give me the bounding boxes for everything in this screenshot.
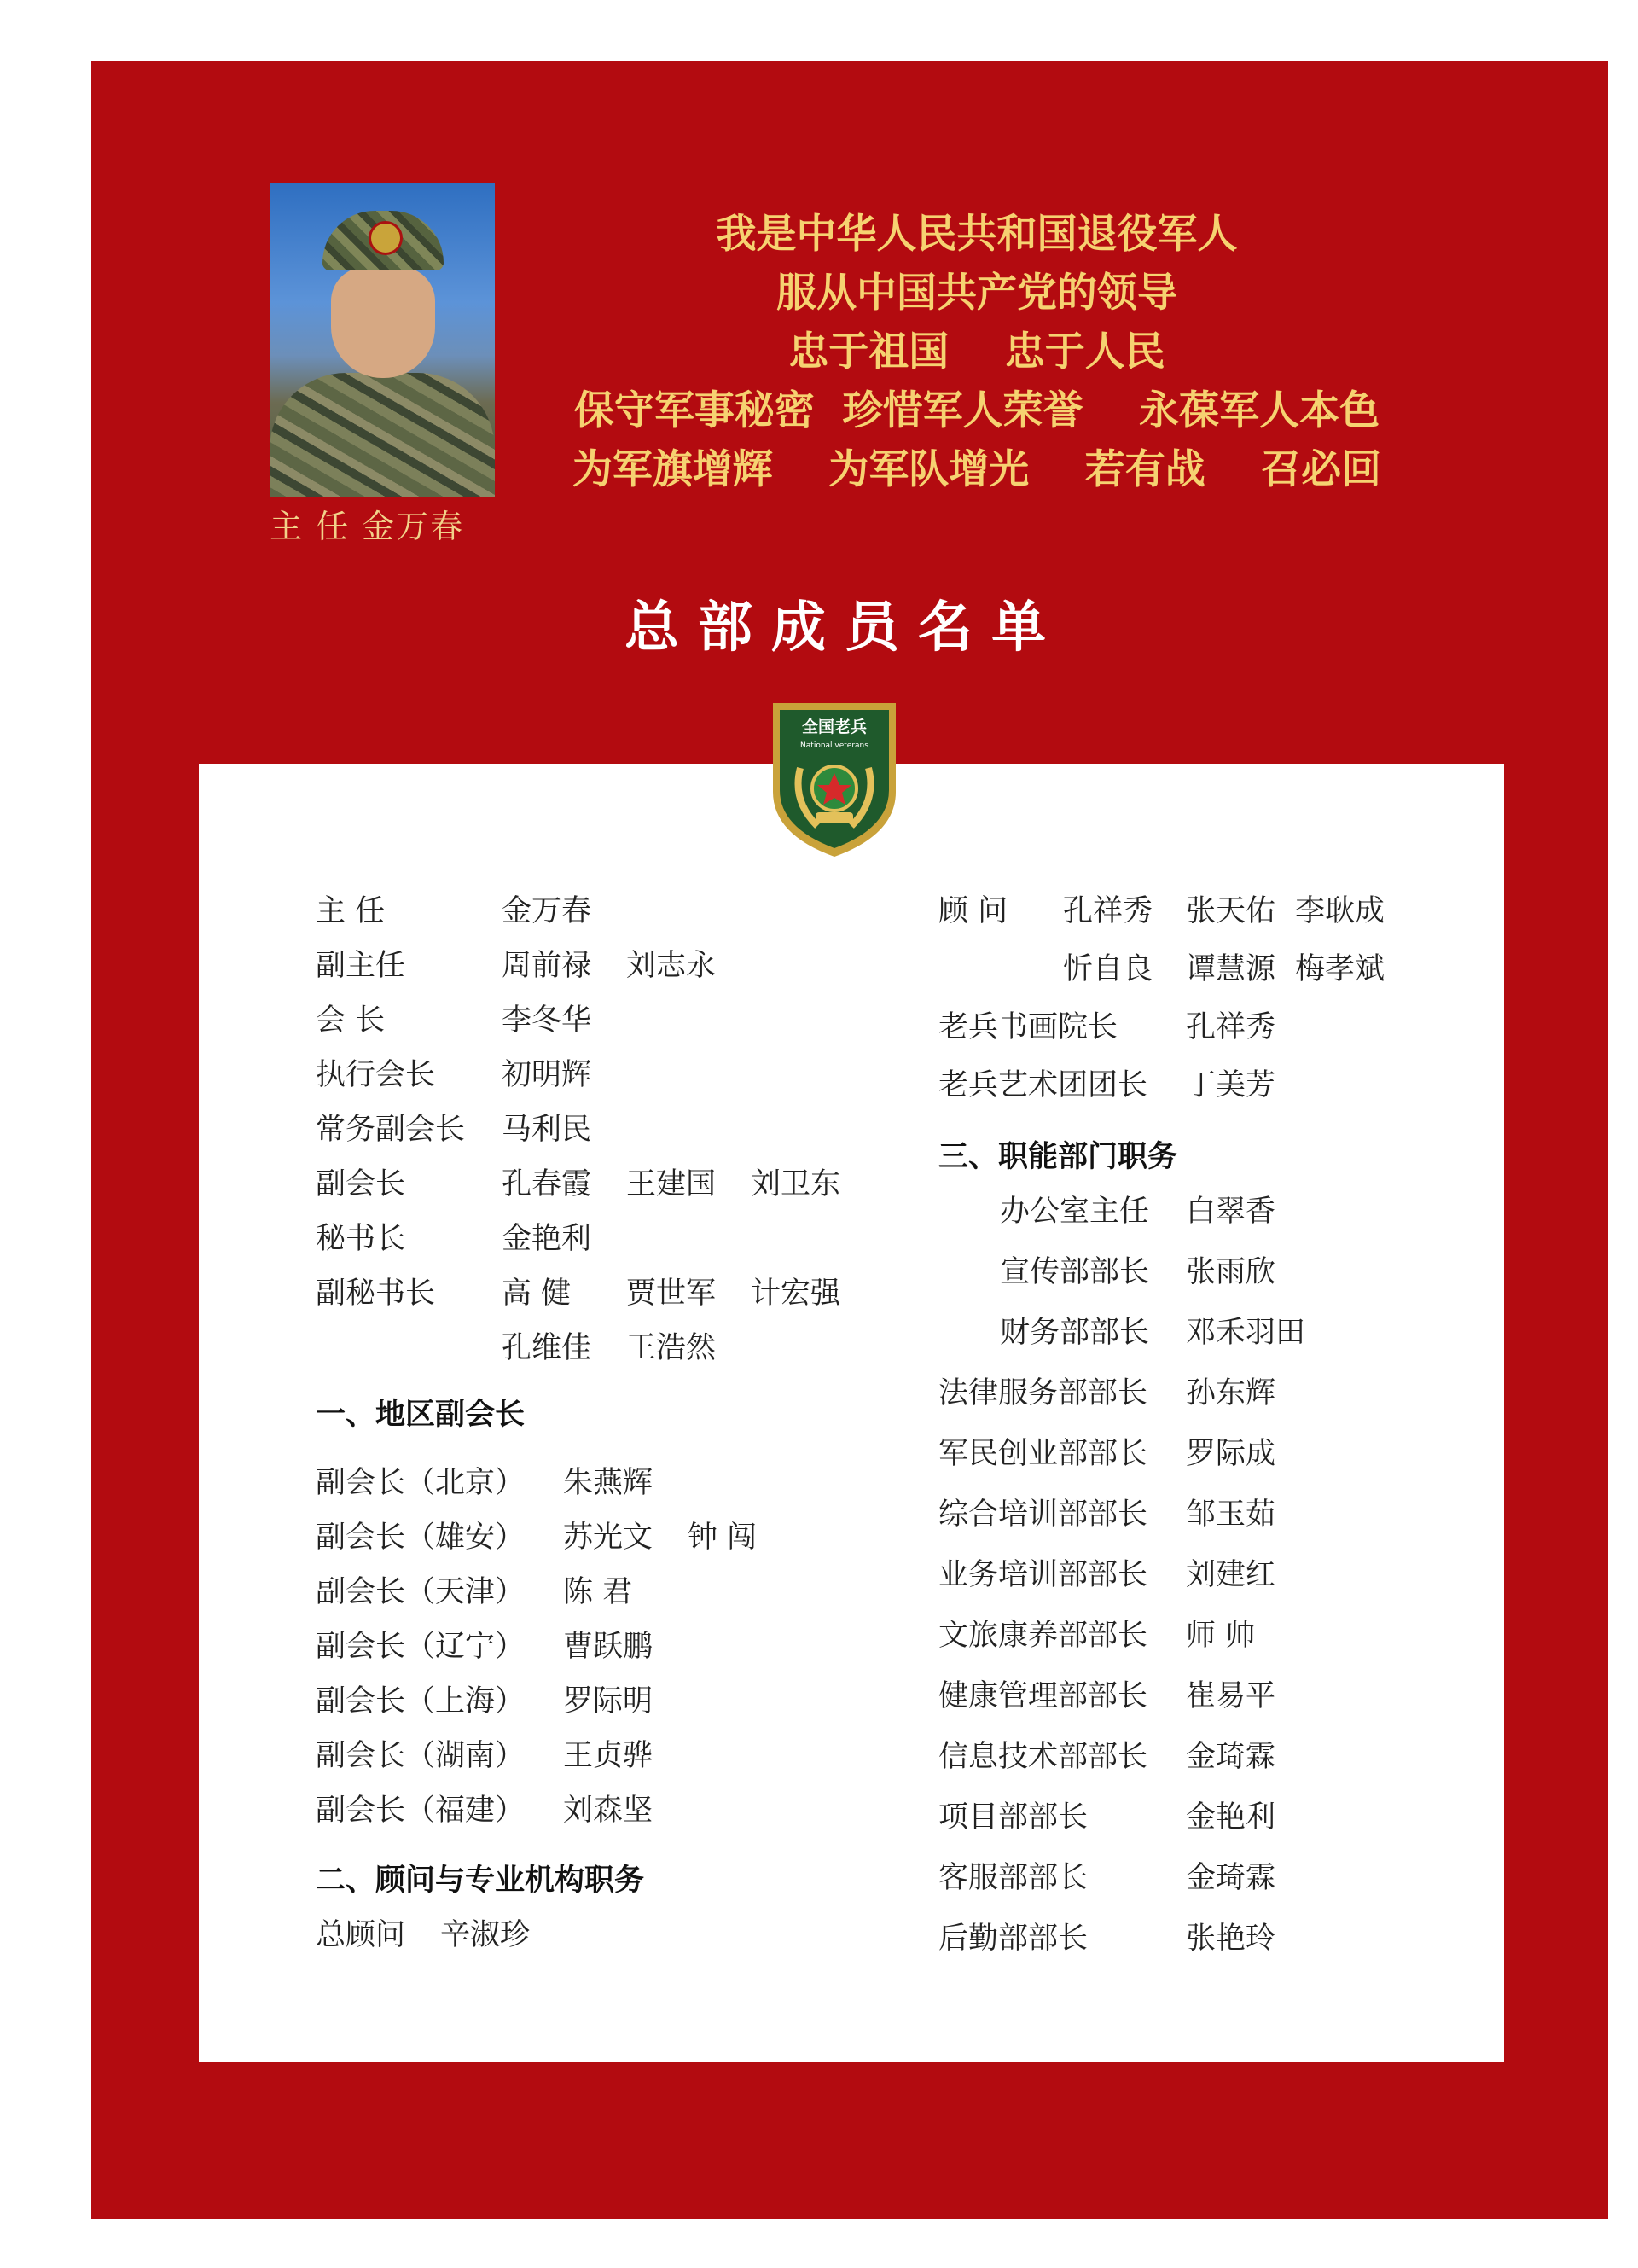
position-title: 副会长 — [316, 1167, 406, 1201]
photo-caption: 主 任 金万春 — [270, 508, 465, 545]
member-name: 苏光文 — [563, 1521, 653, 1555]
member-name: 钟 闯 — [688, 1521, 758, 1555]
roster-row — [316, 1565, 913, 1620]
roster-row — [938, 1669, 1484, 1730]
member-name: 王贞骅 — [563, 1739, 653, 1773]
member-name: 邓禾羽田 — [1186, 1316, 1306, 1350]
position-title: 信息技术部部长 — [938, 1740, 1148, 1774]
member-name: 高 健 — [502, 1276, 572, 1311]
member-name: 周前禄 — [502, 949, 592, 983]
oath-line: 保守军事秘密 珍惜军人荣誉 永葆军人本色 — [573, 387, 1380, 434]
member-name: 陈 君 — [563, 1575, 633, 1609]
member-name: 刘卫东 — [751, 1167, 841, 1201]
roster-row — [938, 1851, 1484, 1911]
oath-line: 我是中华人民共和国退役军人 — [716, 211, 1238, 258]
position-title: 主 任 — [316, 894, 386, 928]
roster-row — [938, 1427, 1484, 1487]
roster-row — [316, 1908, 913, 1963]
member-name: 王建国 — [626, 1167, 717, 1201]
member-name: 张雨欣 — [1186, 1255, 1276, 1289]
member-name: 张天佑 — [1186, 894, 1276, 928]
roster-row — [316, 939, 913, 993]
roster-row — [316, 1102, 913, 1157]
member-name: 崔易平 — [1186, 1679, 1276, 1713]
camouflage-uniform — [270, 373, 495, 497]
member-name: 谭慧源 — [1186, 952, 1276, 986]
position-title: 后勤部部长 — [938, 1922, 1089, 1956]
position-title: 会 长 — [316, 1003, 386, 1038]
oath-line: 忠于祖国 忠于人民 — [788, 329, 1165, 375]
member-name: 朱燕辉 — [563, 1466, 653, 1500]
position-title: 客服部部长 — [938, 1861, 1089, 1895]
position-title: 老兵艺术团团长 — [938, 1068, 1148, 1102]
position-title: 副秘书长 — [316, 1276, 436, 1311]
position-title: 副会长（上海） — [316, 1684, 526, 1718]
member-name: 师 帅 — [1186, 1619, 1256, 1653]
member-name: 刘志永 — [626, 949, 717, 983]
emblem-sub-text: National veterans — [800, 741, 868, 750]
roster-row — [938, 1487, 1484, 1548]
member-name: 马利民 — [502, 1113, 592, 1147]
position-title: 健康管理部部长 — [938, 1679, 1148, 1713]
member-name: 张艳玲 — [1186, 1922, 1276, 1956]
position-title: 宣传部部长 — [1000, 1255, 1150, 1289]
position-title: 顾 问 — [938, 894, 1008, 928]
member-name: 金琦霖 — [1186, 1861, 1276, 1895]
section-heading-text: 一、地区副会长 — [316, 1398, 526, 1432]
roster-row — [938, 1911, 1484, 1972]
member-name: 梅孝斌 — [1295, 952, 1385, 986]
section-heading — [316, 1387, 913, 1442]
roster-row — [316, 1620, 913, 1674]
member-name: 贾世军 — [626, 1276, 717, 1311]
member-name: 罗际成 — [1186, 1437, 1276, 1471]
roster-row — [938, 1366, 1484, 1427]
roster-row — [316, 1321, 913, 1375]
member-name: 金琦霖 — [1186, 1740, 1276, 1774]
national-veterans-emblem-icon — [766, 698, 903, 860]
cap-badge-icon — [369, 221, 403, 255]
position-title: 副会长（辽宁） — [316, 1630, 526, 1664]
position-title: 业务培训部部长 — [938, 1558, 1148, 1592]
position-title: 副会长（福建） — [316, 1794, 526, 1828]
position-title: 执行会长 — [316, 1058, 436, 1092]
member-name: 邹玉茹 — [1186, 1497, 1276, 1532]
section-heading-text: 三、职能部门职务 — [938, 1140, 1178, 1174]
roster-row — [938, 884, 1484, 942]
position-title: 财务部部长 — [1000, 1316, 1150, 1350]
veteran-oath — [546, 205, 1408, 499]
roster-row — [316, 1157, 913, 1212]
roster-row — [316, 993, 913, 1048]
member-name: 刘建红 — [1186, 1558, 1276, 1592]
roster-row — [938, 1058, 1484, 1116]
position-title: 文旅康养部部长 — [938, 1619, 1148, 1653]
position-title: 常务副会长 — [316, 1113, 466, 1147]
roster-row — [316, 1783, 913, 1838]
member-name: 曹跃鹏 — [563, 1630, 653, 1664]
position-title: 副会长（北京） — [316, 1466, 526, 1500]
roster-row — [938, 1730, 1484, 1790]
position-title: 总顾问 — [316, 1918, 406, 1952]
roster-row — [938, 1184, 1484, 1245]
member-name: 刘森坚 — [563, 1794, 653, 1828]
left-roster-column — [316, 884, 913, 1963]
roster-row — [316, 1456, 913, 1510]
member-name: 辛淑珍 — [440, 1918, 531, 1952]
member-name: 孔祥秀 — [1186, 1010, 1276, 1044]
roster-row — [316, 884, 913, 939]
oath-line: 为军旗增辉 为军队增光 若有战 召必回 — [572, 446, 1382, 493]
position-title: 老兵书画院长 — [938, 1010, 1118, 1044]
position-title: 副会长（雄安） — [316, 1521, 526, 1555]
member-name: 忻自良 — [1063, 952, 1153, 986]
position-title: 军民创业部部长 — [938, 1437, 1148, 1471]
member-name: 计宏强 — [751, 1276, 841, 1311]
roster-row — [938, 1000, 1484, 1058]
member-name: 丁美芳 — [1186, 1068, 1276, 1102]
position-title: 副主任 — [316, 949, 406, 983]
position-title: 综合培训部部长 — [938, 1497, 1148, 1532]
director-photo — [270, 183, 495, 497]
member-name: 金艳利 — [1186, 1800, 1276, 1835]
section-heading — [316, 1853, 913, 1908]
roster-row — [316, 1510, 913, 1565]
roster-row — [316, 1674, 913, 1729]
roster-row — [938, 1306, 1484, 1366]
member-name: 罗际明 — [563, 1684, 653, 1718]
right-roster-column — [938, 884, 1484, 1972]
member-name: 李冬华 — [502, 1003, 592, 1038]
roster-row — [938, 1790, 1484, 1851]
roster-row — [938, 1608, 1484, 1669]
roster-row — [938, 942, 1484, 1000]
roster-row — [316, 1266, 913, 1321]
member-name: 王浩然 — [626, 1331, 717, 1365]
member-name: 初明辉 — [502, 1058, 592, 1092]
member-name: 孔春霞 — [502, 1167, 592, 1201]
oath-line: 服从中国共产党的领导 — [776, 270, 1177, 317]
member-name: 李耿成 — [1295, 894, 1385, 928]
section-heading-text: 二、顾问与专业机构职务 — [316, 1864, 645, 1898]
member-name: 孙东辉 — [1186, 1376, 1276, 1410]
member-name: 白翠香 — [1186, 1195, 1276, 1229]
position-title: 秘书长 — [316, 1222, 406, 1256]
face — [331, 267, 435, 378]
roster-row — [316, 1048, 913, 1102]
roster-title: 总部成员名单 — [624, 596, 1065, 660]
member-name: 孔祥秀 — [1063, 894, 1153, 928]
position-title: 项目部部长 — [938, 1800, 1089, 1835]
section-heading — [938, 1130, 1484, 1184]
roster-row — [316, 1212, 913, 1266]
member-name: 孔维佳 — [502, 1331, 592, 1365]
roster-row — [316, 1729, 913, 1783]
member-name: 金艳利 — [502, 1222, 592, 1256]
emblem-top-text: 全国老兵 — [801, 718, 868, 736]
position-title: 副会长（天津） — [316, 1575, 526, 1609]
roster-row — [938, 1245, 1484, 1306]
position-title: 副会长（湖南） — [316, 1739, 526, 1773]
position-title: 办公室主任 — [1000, 1195, 1150, 1229]
position-title: 法律服务部部长 — [938, 1376, 1148, 1410]
member-name: 金万春 — [502, 894, 592, 928]
roster-row — [938, 1548, 1484, 1608]
